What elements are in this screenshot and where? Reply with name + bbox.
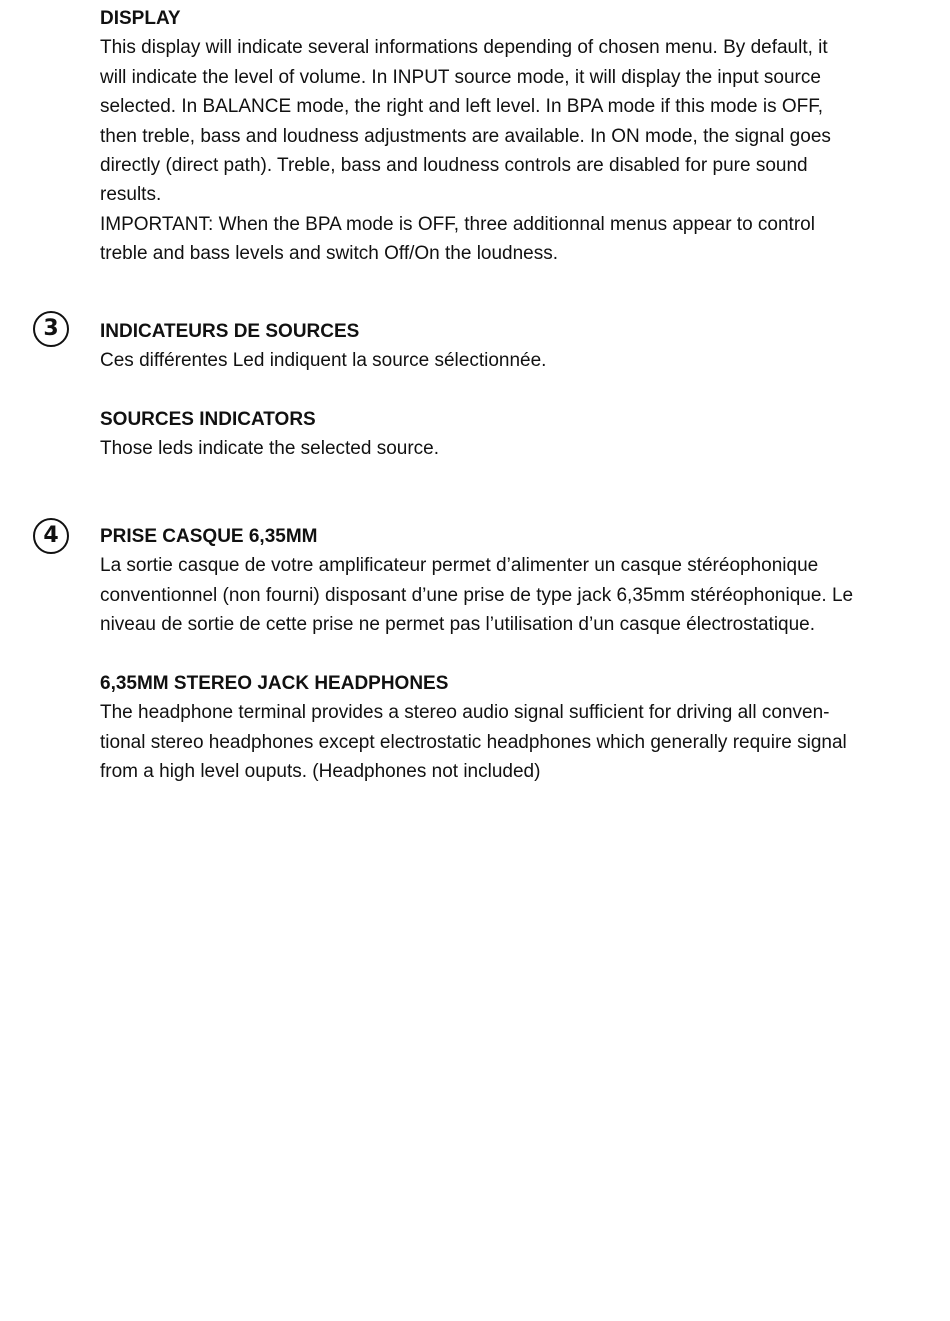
paragraph-line: The headphone terminal provides a stereo audio signal sufficient for driving all conven- (100, 702, 830, 724)
paragraph-line: conventionnel (non fourni) disposant d’une prise de type jack 6,35mm stéréophonique. Le (100, 584, 854, 606)
indicateurs-de-sources-paragraph (100, 346, 930, 375)
sources-indicators-heading: SOURCES INDICATORS (100, 409, 316, 430)
section-4-en (100, 669, 930, 787)
prise-casque-heading: PRISE CASQUE 6,35MM (100, 526, 318, 547)
indicateurs-de-sources-heading: INDICATEURS DE SOURCES (100, 321, 360, 342)
section-3-en (100, 405, 930, 464)
display-line: will indicate the level of volume. In INPUT source mode, it will display the input source (100, 66, 821, 88)
paragraph-line: tional stereo headphones except electrostatic headphones which generally require signal (100, 731, 847, 753)
section-4-fr (100, 522, 930, 640)
display-line: then treble, bass and loudness adjustments are available. In ON mode, the signal goes (100, 125, 831, 147)
paragraph-line: Those leds indicate the selected source. (100, 438, 440, 460)
paragraph-line: Ces différentes Led indiquent la source sélectionnée. (100, 350, 547, 372)
section-4-number-badge: 4 (33, 518, 69, 554)
sources-indicators-paragraph (100, 434, 930, 463)
display-line: selected. In BALANCE mode, the right and left level. In BPA mode if this mode is OFF, (100, 96, 824, 118)
display-heading: DISPLAY (100, 8, 181, 29)
display-important-line: IMPORTANT: When the BPA mode is OFF, three additionnal menus appear to control (100, 213, 815, 235)
section-3-fr (100, 317, 930, 376)
prise-casque-paragraph (100, 551, 930, 639)
display-line: This display will indicate several informations depending of chosen menu. By default, it (100, 37, 828, 59)
paragraph-line: La sortie casque de votre amplificateur permet d’alimenter un casque stéréophonique (100, 555, 819, 577)
display-important-line: treble and bass levels and switch Off/On the loudness. (100, 243, 559, 265)
display-paragraph (100, 33, 930, 268)
paragraph-line: niveau de sortie de cette prise ne permet pas l’utilisation d’un casque électrostatique. (100, 614, 816, 636)
paragraph-line: from a high level ouputs. (Headphones not included) (100, 761, 541, 783)
stereo-jack-headphones-heading: 6,35MM STEREO JACK HEADPHONES (100, 673, 449, 694)
display-section (100, 4, 930, 269)
stereo-jack-headphones-paragraph (100, 698, 930, 786)
section-3-number-badge: 3 (33, 311, 69, 347)
display-line: directly (direct path). Treble, bass and loudness controls are disabled for pure sound (100, 155, 808, 177)
display-line: results. (100, 184, 162, 206)
